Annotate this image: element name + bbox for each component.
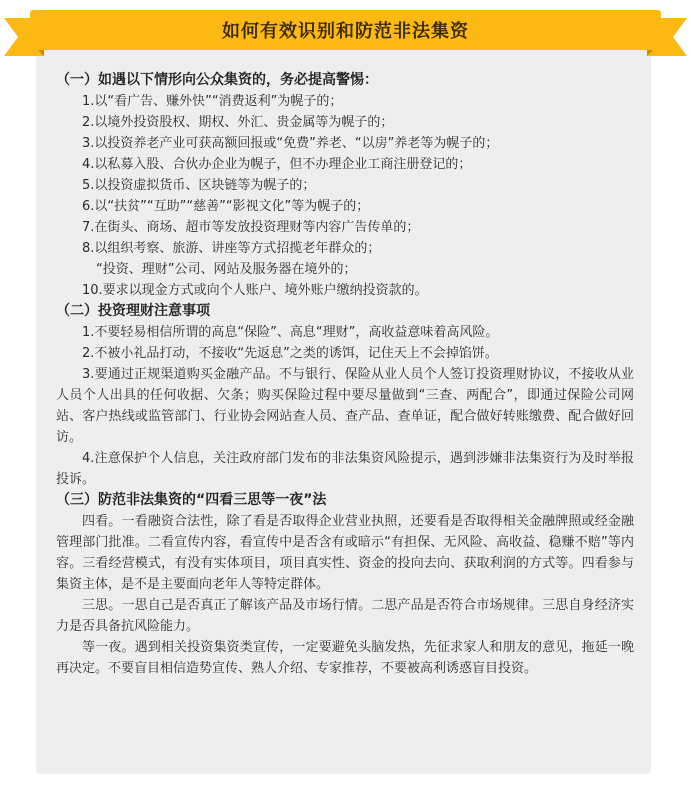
paragraph: 四看。一看融资合法性，除了看是否取得企业营业执照，还要看是否取得相关金融牌照或经金融管理部门批准。二看宣传内容，看宣传中是否含有或暗示“有担保、无风险、高收益、稳赚不赔”等内容。三看经营模式，有没有实体项目，项目真实性、资金的投向去向、获取利润的方式等。四看参与集资主体，是不是主要面向老年人等特定群体。 <box>56 514 634 592</box>
list-item: 8.以组织考察、旅游、讲座等方式招揽老年群众的； <box>82 241 381 256</box>
list-item: 6.以“扶贫”“互助”“慈善”“影视文化”等为幌子的； <box>82 199 370 214</box>
list-item: 7.在街头、商场、超市等发放投资理财等内容广告传单的； <box>82 220 420 235</box>
title-banner <box>30 10 661 50</box>
paragraph: 三思。一思自己是否真正了解该产品及市场行情。二思产品是否符合市场规律。三思自身经济实力是否具备抗风险能力。 <box>56 598 634 634</box>
list-item: 10.要求以现金方式或向个人账户、境外账户缴纳投资款的。 <box>82 283 428 298</box>
paragraph: 4.注意保护个人信息，关注政府部门发布的非法集资风险提示，遇到涉嫌非法集资行为及时举报投诉。 <box>56 451 634 487</box>
list-item: 5.以投资虚拟货币、区块链等为幌子的； <box>82 178 316 193</box>
list-item: 2.以境外投资股权、期权、外汇、贵金属等为幌子的； <box>82 115 394 130</box>
list-item: 3.以投资养老产业可获高额回报或“免费”养老、“以房”养老等为幌子的； <box>82 136 499 151</box>
paragraph: 2.不被小礼品打动，不接收“先返息”之类的诱饵，记住天上不会掉馅饼。 <box>82 346 498 361</box>
paragraph: 1.不要轻易相信所谓的高息“保险”、高息“理财”，高收益意味着高风险。 <box>82 325 499 340</box>
paragraph: 3.要通过正规渠道购买金融产品。不与银行、保险从业人员个人签订投资理财协议，不接收从业人员个人出具的任何收据、欠条；购买保险过程中要尽量做到“三查、两配合”，即通过保险公司网站、客户热线或监管部门、行业协会网站查人员、查产品、查单证，配合做好转账缴费、配合做好回访。 <box>56 367 634 445</box>
article-body <box>56 70 634 679</box>
section-2-title: （二）投资理财注意事项 <box>56 303 210 319</box>
list-item: “投资、理财”公司、网站及服务器在境外的； <box>96 262 357 277</box>
list-item: 4.以私募入股、合伙办企业为幌子，但不办理企业工商注册登记的； <box>82 157 472 172</box>
section-1-title: （一）如遇以下情形向公众集资的，务必提高警惕： <box>56 72 378 88</box>
paragraph: 等一夜。遇到相关投资集资类宣传，一定要避免头脑发热，先征求家人和朋友的意见，拖延一晚再决定。不要盲目相信造势宣传、熟人介绍、专家推荐，不要被高利诱惑盲目投资。 <box>56 640 634 676</box>
list-item: 1.以“看广告、赚外快”“消费返利”为幌子的； <box>82 94 343 109</box>
section-3-title: （三）防范非法集资的“四看三思等一夜”法 <box>56 492 327 508</box>
page-title: 如何有效识别和防范非法集资 <box>222 21 469 42</box>
